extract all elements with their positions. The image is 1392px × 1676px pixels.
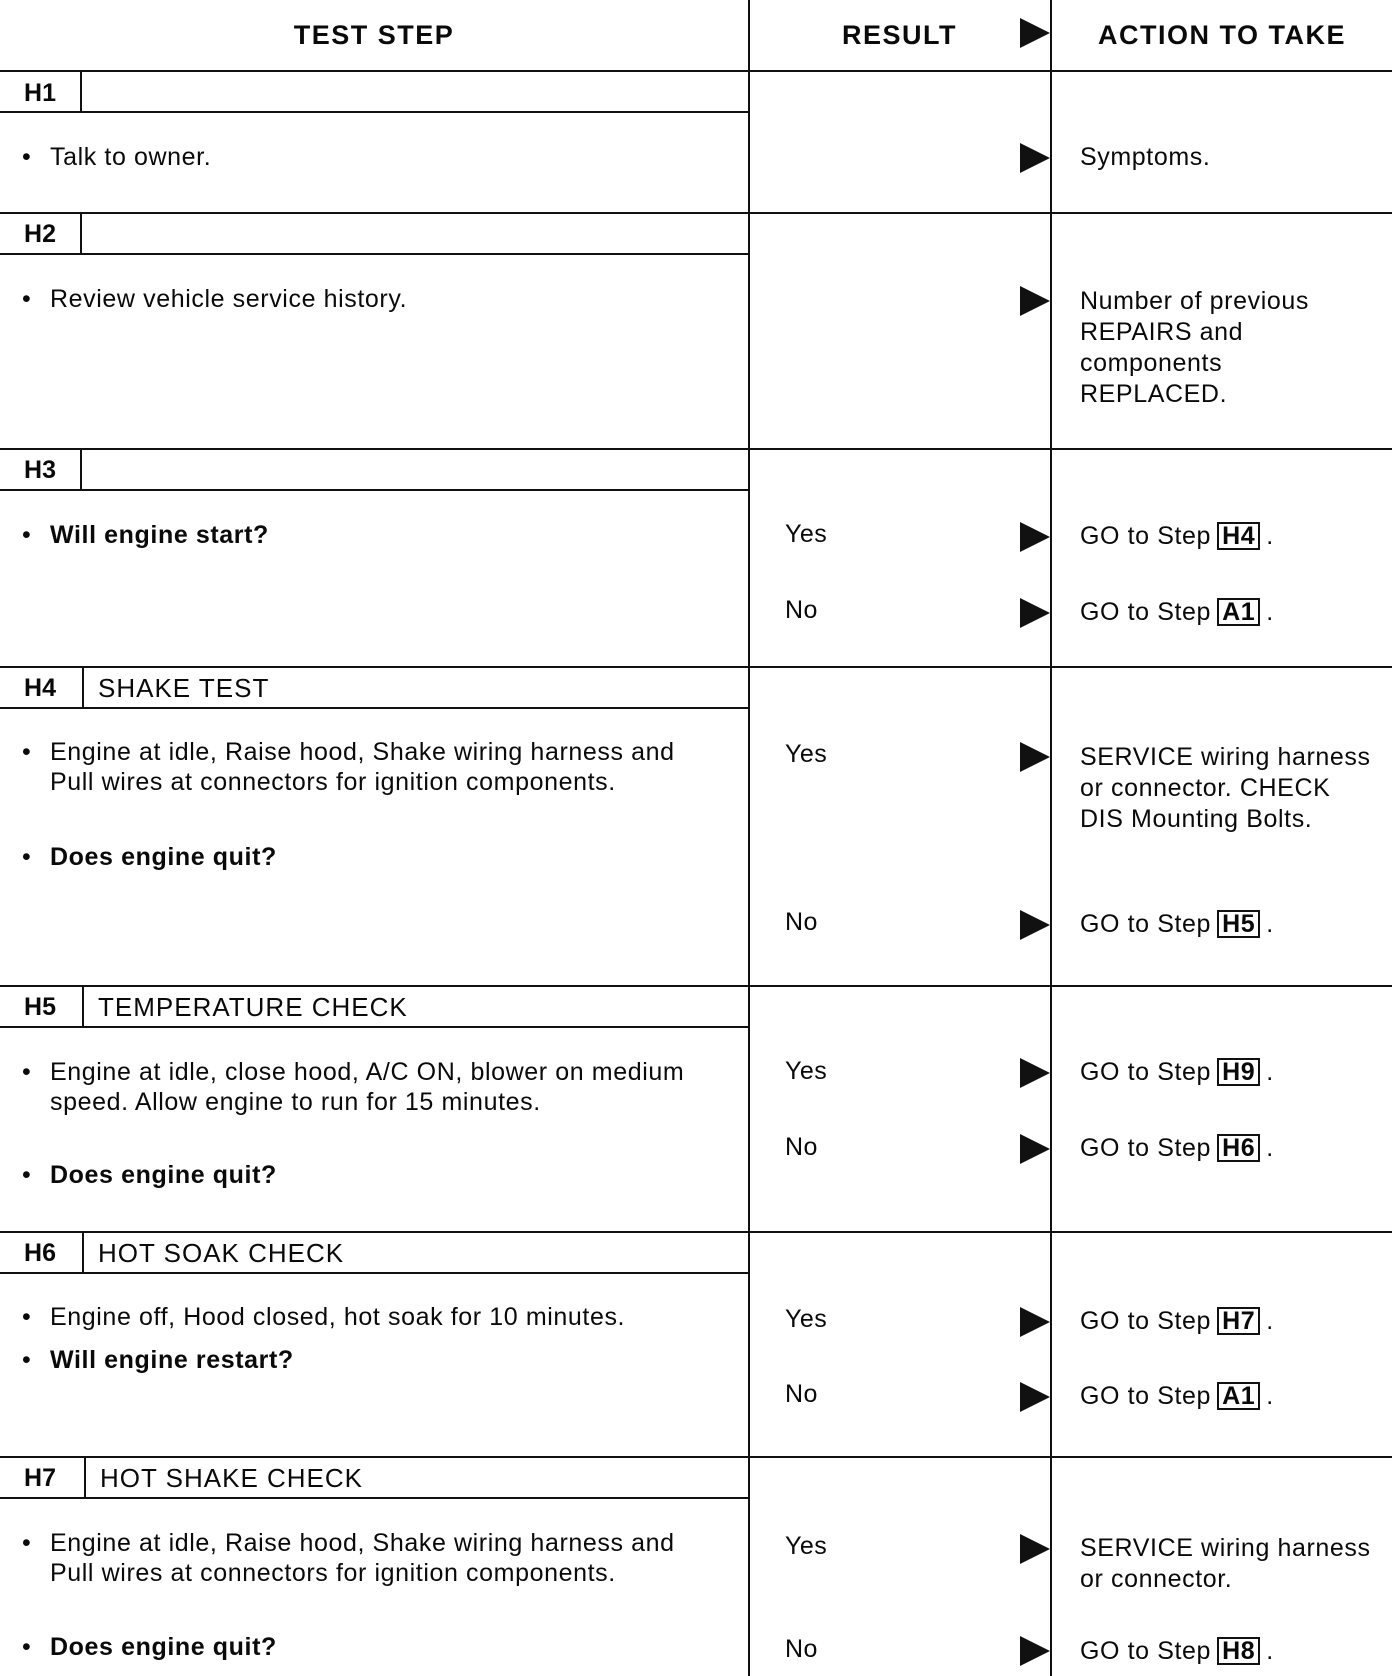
header-arrow-icon xyxy=(1020,18,1050,48)
step-ref-h7[interactable]: H7 xyxy=(1217,1307,1260,1335)
bullet-h4-1: • Engine at idle, Raise hood, Shake wiring harness and Pull wires at connectors for ignition components. xyxy=(22,738,675,796)
step-ref-h5[interactable]: H5 xyxy=(1217,910,1260,938)
result-arrow-icon xyxy=(1020,1307,1050,1337)
step-title-rule xyxy=(0,1026,748,1028)
bullet-dot-icon: • xyxy=(22,1161,31,1189)
action-h6-no: GO to Step A1 . xyxy=(1080,1382,1274,1410)
result-yes: Yes xyxy=(785,1057,828,1085)
bullet-dot-icon: • xyxy=(22,1633,31,1661)
step-id-h2: H2 xyxy=(24,219,56,248)
bullet-h1-1: • Talk to owner. xyxy=(22,143,212,171)
action-h3-yes: GO to Step H4 . xyxy=(1080,522,1274,550)
step-id-h6: H6 xyxy=(24,1238,56,1267)
step-id-box-edge xyxy=(80,212,82,254)
step-title-rule xyxy=(0,1497,748,1499)
result-no: No xyxy=(785,1635,818,1663)
header-rule xyxy=(0,70,1392,72)
action-h5-no: GO to Step H6 . xyxy=(1080,1134,1274,1162)
bullet-h7-1: • Engine at idle, Raise hood, Shake wiring harness and Pull wires at connectors for ignition components. xyxy=(22,1529,675,1587)
bullet-h4-2: • Does engine quit? xyxy=(22,843,277,871)
result-arrow-icon xyxy=(1020,143,1050,173)
bullet-dot-icon: • xyxy=(22,521,31,549)
result-arrow-icon xyxy=(1020,598,1050,628)
action-h1: Symptoms. xyxy=(1080,143,1211,171)
action-h4-yes: SERVICE wiring harness or connector. CHECK DIS Mounting Bolts. xyxy=(1080,743,1371,833)
result-no: No xyxy=(785,596,818,624)
result-arrow-icon xyxy=(1020,1636,1050,1666)
result-arrow-icon xyxy=(1020,286,1050,316)
result-no: No xyxy=(785,908,818,936)
action-h7-no: GO to Step H8 . xyxy=(1080,1637,1274,1665)
bullet-h5-1: • Engine at idle, close hood, A/C ON, blower on medium speed. Allow engine to run for 15 minutes. xyxy=(22,1058,685,1116)
step-separator xyxy=(0,212,1392,214)
result-arrow-icon xyxy=(1020,1534,1050,1564)
bullet-h7-2: • Does engine quit? xyxy=(22,1633,277,1661)
step-title-h4: SHAKE TEST xyxy=(98,672,270,703)
result-arrow-icon xyxy=(1020,1382,1050,1412)
bullet-dot-icon: • xyxy=(22,1529,31,1557)
bullet-dot-icon: • xyxy=(22,738,31,766)
step-separator xyxy=(0,448,1392,450)
action-h6-yes: GO to Step H7 . xyxy=(1080,1307,1274,1335)
result-no: No xyxy=(785,1380,818,1408)
step-ref-h6[interactable]: H6 xyxy=(1217,1134,1260,1162)
column-divider-result xyxy=(748,0,750,1676)
bullet-h6-1: • Engine off, Hood closed, hot soak for 10 minutes. xyxy=(22,1303,626,1331)
step-title-rule xyxy=(0,253,748,255)
result-yes: Yes xyxy=(785,1532,828,1560)
action-h4-no: GO to Step H5 . xyxy=(1080,910,1274,938)
bullet-dot-icon: • xyxy=(22,1303,31,1331)
header-test-step: TEST STEP xyxy=(293,19,455,50)
step-id-box-edge xyxy=(82,1231,84,1273)
bullet-dot-icon: • xyxy=(22,1058,31,1086)
result-no: No xyxy=(785,1133,818,1161)
step-id-box-edge xyxy=(84,1456,86,1498)
step-id-h5: H5 xyxy=(24,992,56,1021)
result-arrow-icon xyxy=(1020,1134,1050,1164)
step-title-rule xyxy=(0,707,748,709)
step-ref-h9[interactable]: H9 xyxy=(1217,1058,1260,1086)
step-id-h3: H3 xyxy=(24,455,56,484)
step-id-h4: H4 xyxy=(24,673,56,702)
step-title-h5: TEMPERATURE CHECK xyxy=(98,991,408,1022)
bullet-h5-2: • Does engine quit? xyxy=(22,1161,277,1189)
result-arrow-icon xyxy=(1020,1058,1050,1088)
step-ref-a1[interactable]: A1 xyxy=(1217,1382,1260,1410)
header-action: ACTION TO TAKE xyxy=(1098,19,1346,50)
action-h7-yes: SERVICE wiring harness or connector. xyxy=(1080,1534,1371,1593)
header-result: RESULT xyxy=(842,19,957,50)
result-arrow-icon xyxy=(1020,522,1050,552)
bullet-dot-icon: • xyxy=(22,285,31,313)
step-id-h1: H1 xyxy=(24,78,56,107)
step-title-h6: HOT SOAK CHECK xyxy=(98,1237,345,1268)
bullet-h3-1: • Will engine start? xyxy=(22,521,269,549)
action-h3-no: GO to Step A1 . xyxy=(1080,598,1274,626)
step-id-box-edge xyxy=(80,70,82,112)
step-title-rule xyxy=(0,1272,748,1274)
result-yes: Yes xyxy=(785,1305,828,1333)
bullet-dot-icon: • xyxy=(22,143,31,171)
bullet-h6-2: • Will engine restart? xyxy=(22,1346,294,1374)
step-title-rule xyxy=(0,111,748,113)
step-ref-a1[interactable]: A1 xyxy=(1217,598,1260,626)
step-id-box-edge xyxy=(82,666,84,708)
result-yes: Yes xyxy=(785,740,828,768)
step-id-box-edge xyxy=(82,985,84,1027)
bullet-dot-icon: • xyxy=(22,843,31,871)
action-h2: Number of previous REPAIRS and components REPLACED. xyxy=(1080,287,1309,408)
step-ref-h4[interactable]: H4 xyxy=(1217,522,1260,550)
step-title-h7: HOT SHAKE CHECK xyxy=(100,1462,364,1493)
action-h5-yes: GO to Step H9 . xyxy=(1080,1058,1274,1086)
step-id-box-edge xyxy=(80,448,82,490)
result-yes: Yes xyxy=(785,520,828,548)
step-ref-h8[interactable]: H8 xyxy=(1217,1637,1260,1665)
step-id-h7: H7 xyxy=(24,1463,56,1492)
bullet-h2-1: • Review vehicle service history. xyxy=(22,285,408,313)
step-title-rule xyxy=(0,489,748,491)
column-divider-action xyxy=(1050,0,1052,1676)
bullet-dot-icon: • xyxy=(22,1346,31,1374)
result-arrow-icon xyxy=(1020,910,1050,940)
result-arrow-icon xyxy=(1020,742,1050,772)
